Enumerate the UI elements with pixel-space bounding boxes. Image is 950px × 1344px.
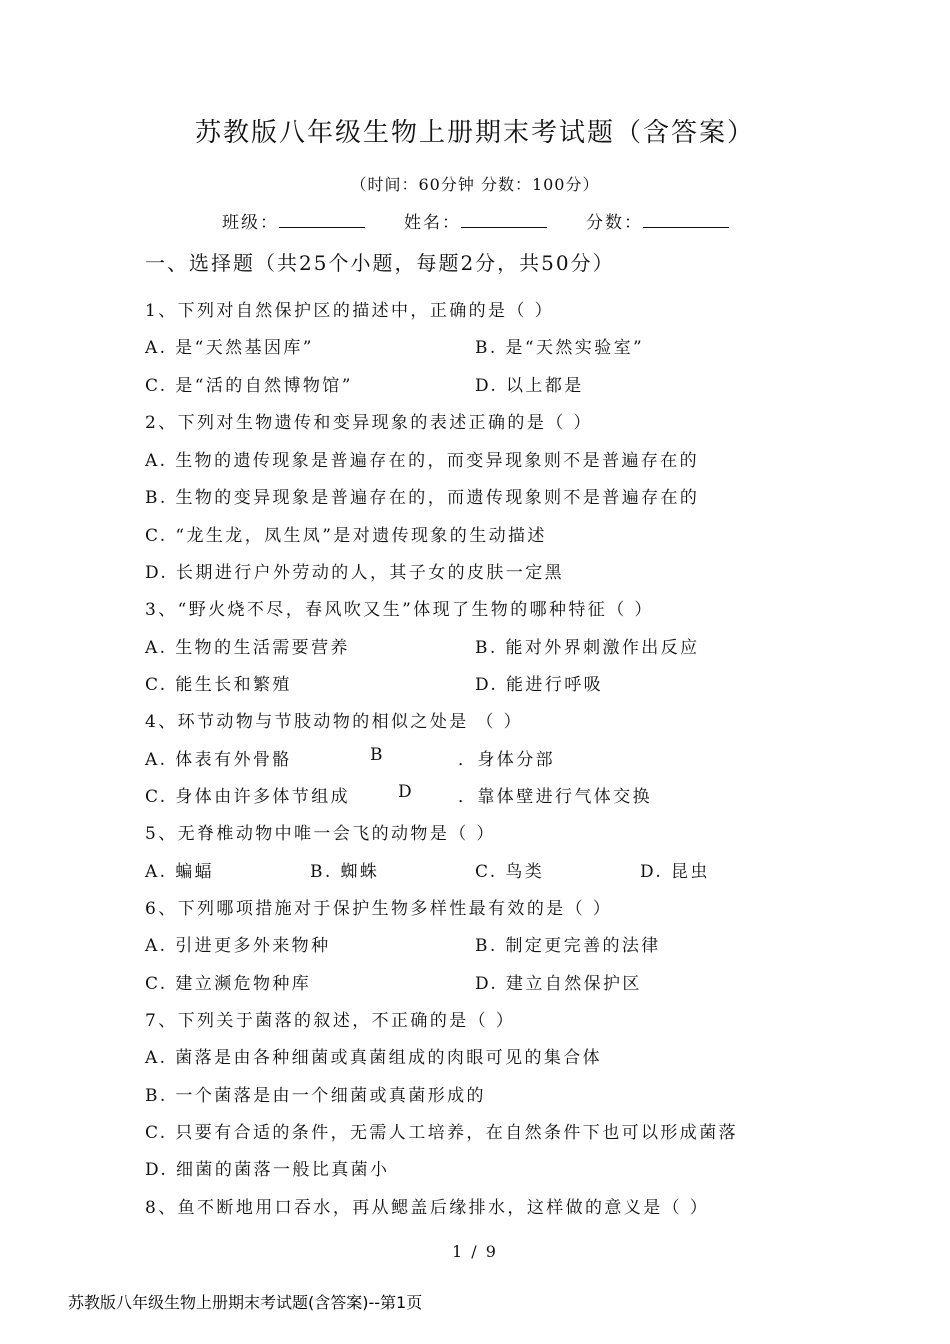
option-text: ．靠体壁进行气体交换: [458, 787, 652, 807]
option: B. 制定更完善的法律: [475, 936, 661, 956]
question-stem: 2、下列对生物遗传和变异现象的表述正确的是（ ）: [145, 413, 593, 433]
option: D. 能进行呼吸: [475, 675, 604, 695]
option: B. 能对外界刺激作出反应: [475, 638, 700, 658]
option: D. 建立自然保护区: [475, 974, 642, 994]
option: B. 一个菌落是由一个细菌或真菌形成的: [145, 1086, 486, 1106]
option: D. 细菌的菌落一般比真菌小: [145, 1160, 390, 1180]
name-label: 姓名：: [404, 213, 461, 233]
option: C. 能生长和繁殖: [145, 675, 292, 695]
option: C. “龙生龙，凤生凤”是对遗传现象的生动描述: [145, 526, 547, 546]
option: A. 生物的遗传现象是普遍存在的，而变异现象则不是普遍存在的: [145, 451, 700, 471]
exam-time-score: （时间：60分钟 分数：100分）: [350, 175, 600, 194]
question-stem: 7、下列关于菌落的叙述，不正确的是（ ）: [145, 1011, 516, 1031]
name-blank: [461, 209, 547, 228]
score-label: 分数：: [586, 213, 643, 233]
section-heading: 一、选择题（共25个小题，每题2分，共50分）: [145, 251, 615, 275]
option: C. 只要有合适的条件，无需人工培养，在自然条件下也可以形成菌落: [145, 1123, 739, 1143]
question-stem: 8、鱼不断地用口吞水，再从鳃盖后缘排水，这样做的意义是（ ）: [145, 1198, 710, 1218]
question-stem: 1、下列对自然保护区的描述中，正确的是（ ）: [145, 301, 555, 321]
page-footer: 苏教版八年级生物上册期末考试题(含答案)--第1页: [68, 1293, 423, 1312]
question-stem: 6、下列哪项措施对于保护生物多样性最有效的是（ ）: [145, 899, 613, 919]
option: A. 生物的生活需要营养: [145, 638, 350, 658]
class-field: [222, 208, 365, 233]
option: A. 菌落是由各种细菌或真菌组成的肉眼可见的集合体: [145, 1048, 603, 1068]
option: D. 以上都是: [475, 376, 584, 396]
score-field: [586, 208, 729, 233]
option: C. 建立濒危物种库: [145, 974, 312, 994]
option: C. 是“活的自然博物馆”: [145, 376, 353, 396]
option: D. 长期进行户外劳动的人，其子女的皮肤一定黑: [145, 563, 565, 583]
option-letter: B: [370, 745, 385, 765]
option: A. 是“天然基因库”: [145, 338, 314, 358]
option: A. 引进更多外来物种: [145, 936, 331, 956]
option: B. 是“天然实验室”: [475, 338, 645, 358]
name-field: [404, 208, 547, 233]
option: B. 蜘蛛: [310, 862, 380, 882]
class-label: 班级：: [222, 213, 279, 233]
option: C. 鸟类: [475, 862, 545, 882]
option-text: ．身体分部: [458, 750, 555, 770]
option: D. 昆虫: [640, 862, 710, 882]
class-blank: [279, 209, 365, 228]
document-title: 苏教版八年级生物上册期末考试题（含答案）: [194, 118, 755, 148]
option-letter: D: [398, 782, 415, 802]
option: C. 身体由许多体节组成: [145, 787, 351, 807]
option: A. 蝙蝠: [145, 862, 215, 882]
page-number: 1 / 9: [452, 1242, 498, 1261]
question-stem: 3、“野火烧不尽，春风吹又生”体现了生物的哪种特征（ ）: [145, 600, 654, 620]
score-blank: [643, 209, 729, 228]
question-stem: 4、环节动物与节肢动物的相似之处是 （ ）: [145, 712, 524, 732]
option: B. 生物的变异现象是普遍存在的，而遗传现象则不是普遍存在的: [145, 488, 700, 508]
question-stem: 5、无脊椎动物中唯一会飞的动物是（ ）: [145, 824, 496, 844]
option: A. 体表有外骨骼: [145, 750, 292, 770]
